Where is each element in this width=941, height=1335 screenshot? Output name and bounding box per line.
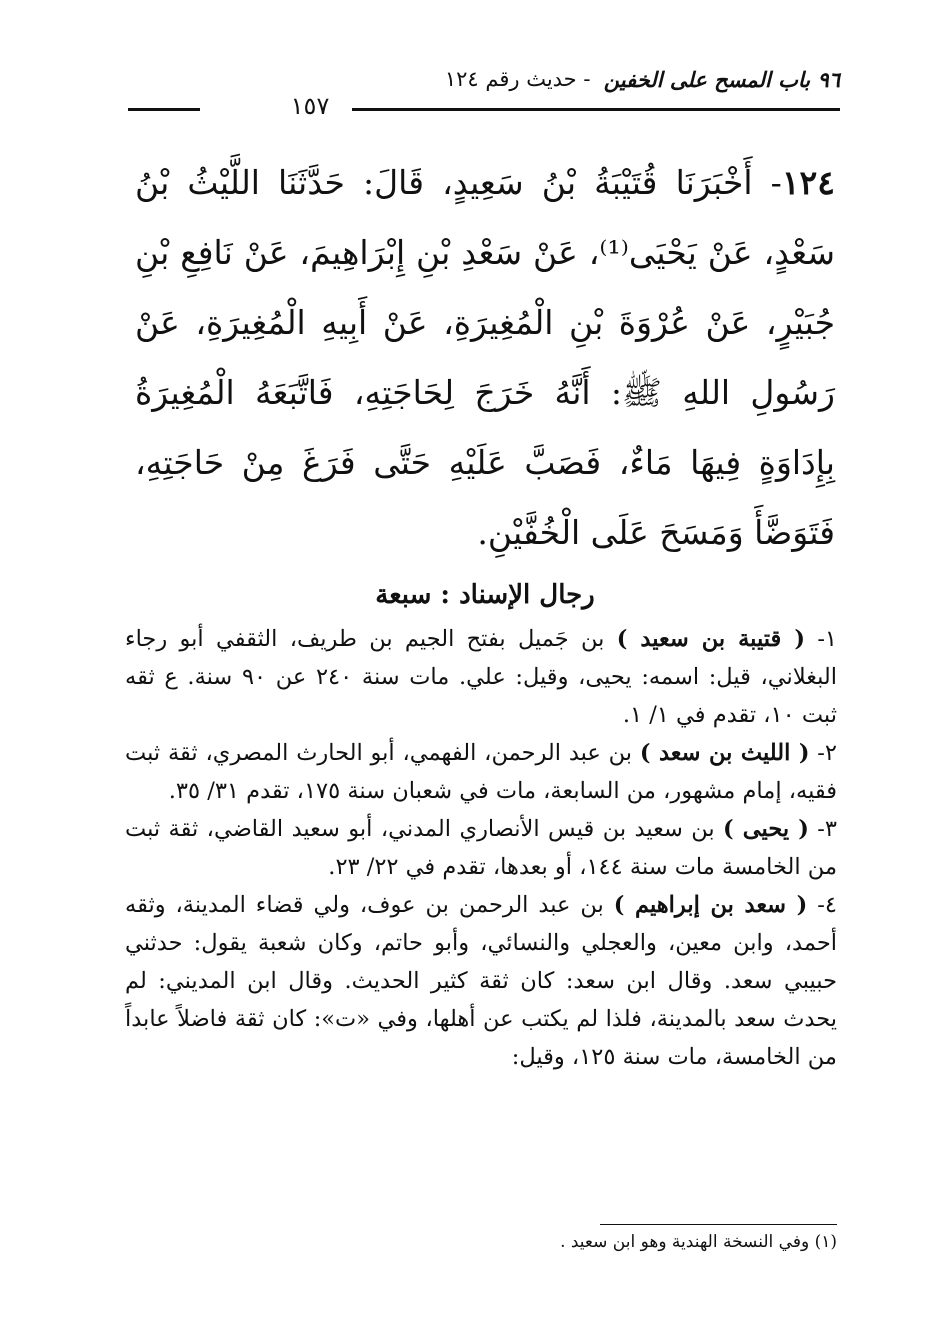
page-number-row <box>120 90 840 126</box>
hadith-text <box>135 148 835 568</box>
narrator-text: بن سعيد بن قيس الأنصاري المدني، أبو سعيد القاضي، ثقة ثبت من الخامسة مات سنة ١٤٤، أو بعدها، تقدم في ٢٢/ ٢٣. <box>125 816 837 880</box>
narrator-name: ( يحيى ) <box>723 816 809 842</box>
hadith-number: ١٢٤ <box>781 163 835 202</box>
page-number: ١٥٧ <box>290 92 330 120</box>
narrators-list <box>125 620 837 1076</box>
narrator-index: ١- <box>817 626 838 652</box>
narrator-index: ٣- <box>817 816 837 842</box>
narrator-index: ٤- <box>817 892 837 918</box>
narrator-entry <box>125 734 837 810</box>
narrator-text: بن عبد الرحمن بن عوف، ولي قضاء المدينة، وثقه أحمد، وابن معين، والعجلي والنسائي، وأبو حاتم، وكان شعبة يقول: حدثني حبيبي سعد. وقال ابن سعد: كان ثقة كثير الحديث. وقال ابن المديني: لم يحدث سعد بالمدينة، فلذا لم يكتب عن أهلها، وفي «ت»: كان ثقة فاضلاً عابداً من الخامسة، مات سنة ١٢٥، وقيل: <box>125 892 837 1070</box>
hadith-reference: - حديث رقم ١٢٤ <box>444 67 591 91</box>
narrator-name: ( سعد بن إبراهيم ) <box>613 892 808 918</box>
header-rule-left <box>128 108 200 111</box>
narrator-text: بن جَميل بفتح الجيم بن طريف، الثقفي أبو رجاء البغلاني، قيل: اسمه: يحيى، وقيل: علي. مات سنة ٢٤٠ عن ٩٠ سنة. ع ثقه ثبت ١٠، تقدم في ١/ ١. <box>125 626 837 728</box>
narrator-entry <box>125 886 837 1076</box>
narrator-name: ( قتيبة بن سعيد ) <box>616 626 805 652</box>
narrator-index: ٢- <box>817 740 837 766</box>
chapter-title: ٩٦ باب المسح على الخفين <box>603 66 840 92</box>
narrator-entry <box>125 810 837 886</box>
footnote: (١) وفي النسخة الهندية وهو ابن سعيد . <box>560 1232 837 1252</box>
hadith-body: - أَخْبَرَنَا قُتَيْبَةُ بْنُ سَعِيدٍ، قَالَ: حَدَّثَنَا اللَّيْثُ بْنُ سَعْدٍ، عَنْ يَحْيَى⁽¹⁾، عَنْ سَعْدِ بْنِ إِبْرَاهِيمَ، عَنْ نَافِعِ بْنِ جُبَيْرٍ، عَنْ عُرْوَةَ بْنِ الْمُغِيرَةِ، عَنْ أَبِيهِ الْمُغِيرَةِ، عَنْ رَسُولِ اللهِ ﷺ: أَنَّهُ خَرَجَ لِحَاجَتِهِ، فَاتَّبَعَهُ الْمُغِيرَةُ بِإِدَاوَةٍ فِيهَا مَاءٌ، فَصَبَّ عَلَيْهِ حَتَّى فَرَغَ مِنْ حَاجَتِهِ، فَتَوَضَّأَ وَمَسَحَ عَلَى الْخُفَّيْنِ. <box>135 163 835 552</box>
narrator-name: ( الليث بن سعد ) <box>639 740 810 766</box>
footnote-divider <box>600 1224 837 1225</box>
section-title: رجال الإسناد : سبعة <box>375 580 595 610</box>
narrator-entry <box>125 620 837 734</box>
narrator-text: بن عبد الرحمن، الفهمي، أبو الحارث المصري، ثقة ثبت فقيه، إمام مشهور، من السابعة، مات في شعبان سنة ١٧٥، تقدم ٣١/ ٣٥. <box>125 740 837 804</box>
header-rule-right <box>352 108 840 111</box>
